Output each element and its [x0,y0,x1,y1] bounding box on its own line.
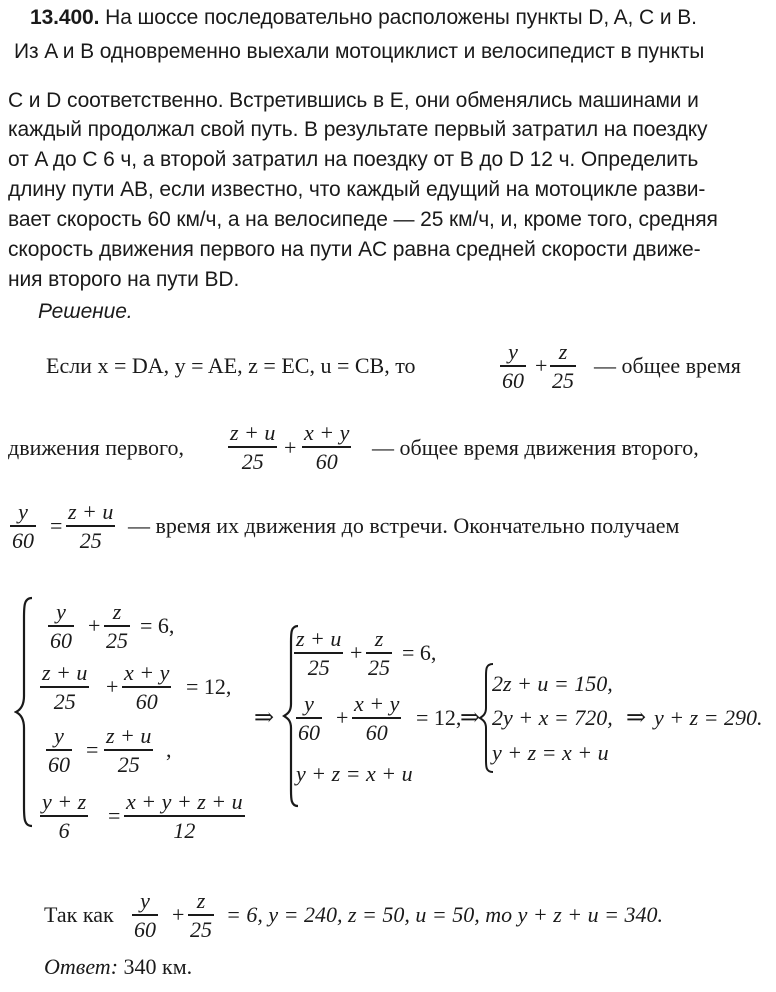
sys3-result: y + z = 290. [654,705,763,730]
answer-line [44,955,192,979]
plus-sign: + [284,435,297,460]
final-frac-y-60 [132,889,158,942]
denominator: 25 [552,368,574,393]
fraction-bar [188,914,214,916]
denominator: 12 [173,818,196,843]
sys1-eq2-frac-xy-60 [122,661,171,714]
problem-text-line: На шоссе последовательно расположены пункты D, A, C и B. [105,6,697,29]
implies-arrow: ⇒ [626,705,647,731]
fraction-bar [296,717,322,719]
fraction-bar [228,446,277,448]
sys2-eq3: y + z = x + u [296,761,413,786]
sys2-eq2-rhs: = 12, [416,705,462,730]
denominator: 60 [12,528,34,553]
denominator: 25 [79,528,102,553]
plus-sign: + [350,640,363,665]
denominator: 60 [48,752,70,777]
problem-line-5: от A до C 6 ч, а второй затратил на поездку от B до D 12 ч. Определить [8,148,699,171]
denominator: 60 [135,689,158,714]
fraction-bar [302,446,351,448]
solution-p3-end: — время их движения до встречи. Окончательно получаем [128,513,680,538]
fraction-bar [366,652,392,654]
numerator: z + u [230,420,276,445]
final-frac-z-25 [188,889,214,942]
numerator: z [558,339,568,364]
fraction-bar [104,625,130,627]
solution-p1-start: Если x = DA, y = AE, z = EC, u = CB, то [46,353,416,378]
denominator: 60 [50,628,72,653]
plus-sign: + [336,705,349,730]
denominator: 25 [106,628,128,653]
numerator: z [196,888,206,913]
numerator: y + z [42,789,87,814]
fraction-bar [352,717,401,719]
implies-arrow: ⇒ [460,705,481,731]
numerator: y [56,599,66,624]
answer-label: Ответ: [44,954,119,979]
denominator: 25 [53,689,76,714]
sys2-eq1-rhs: = 6, [402,640,437,665]
problem-line-1 [30,6,697,30]
fraction-bar [104,749,153,751]
fraction-bar [132,914,158,916]
numerator: z + u [42,660,88,685]
equals-sign: = [108,803,121,828]
sys3-eq1: 2z + u = 150, [492,671,613,696]
numerator: y [304,691,314,716]
problem-line-8: скорость движения первого на пути AC равна средней скорости движе- [8,238,701,261]
numerator: y [508,339,518,364]
problem-line-3: C и D соответственно. Встретившись в E, они обменялись машинами и [8,89,699,112]
fraction-z-over-25 [550,340,576,393]
sys3-eq2: 2y + x = 720, [492,705,613,730]
numerator: y [54,723,64,748]
fraction-bar [550,365,576,367]
equals-sign: = [50,513,63,538]
numerator: x + y [354,691,400,716]
fraction-bar [122,686,171,688]
denominator: 25 [117,752,140,777]
denominator: 60 [134,917,156,942]
numerator: x + y + z + u [126,789,243,814]
sys1-eq3-frac-zu-25 [104,724,153,777]
problem-line-7: вает скорость 60 км/ч, а на велосипеде — 25 км/ч, и, кроме того, средняя [8,208,718,231]
final-start: Так как [44,902,114,927]
solution-p2-start: движения первого, [8,435,184,460]
fraction-zu-over-25 [66,500,115,553]
fraction-xy-over-60 [302,421,351,474]
problem-line-2: Из A и B одновременно выехали мотоциклист и велосипедист в пункты [14,40,705,63]
sys1-eq4-frac-xyzu-12 [124,790,245,843]
numerator: y [140,888,150,913]
fraction-bar [48,625,74,627]
sys1-eq3-frac-y-60 [46,724,72,777]
sys2-eq2-frac-y-60 [296,692,322,745]
sys2-eq1-frac-zu-25 [294,627,343,680]
numerator: x + y [304,420,350,445]
plus-sign: + [106,674,119,699]
denominator: 25 [307,655,330,680]
sys1-eq1-frac-y-60 [48,600,74,653]
fraction-zu-over-25 [228,421,277,474]
sys2-eq1-frac-z-25 [366,627,392,680]
numerator: z + u [296,626,342,651]
denominator: 60 [502,368,524,393]
numerator: z + u [68,499,114,524]
fraction-bar [66,525,115,527]
sys1-eq3-rhs: , [166,737,172,762]
numerator: y [18,499,28,524]
fraction-bar [46,749,72,751]
denominator: 25 [190,917,212,942]
fraction-bar [40,815,88,817]
fraction-bar [10,525,36,527]
sys1-eq1-frac-z-25 [104,600,130,653]
numerator: z [112,599,122,624]
sys1-eq4-frac-yz-6 [40,790,88,843]
final-end: = 6, y = 240, z = 50, u = 50, то y + z + u = 340. [226,902,663,927]
plus-sign: + [172,902,185,927]
numerator: z [374,626,384,651]
denominator: 60 [315,449,338,474]
answer-value: 340 км. [123,954,193,979]
fraction-bar [294,652,343,654]
plus-sign: + [88,613,101,638]
denominator: 6 [58,818,70,843]
equals-sign: = [86,737,99,762]
problem-number: 13.400. [30,6,100,29]
problem-line-4: каждый продолжал свой путь. В результате первый затратил на поездку [8,118,708,141]
problem-line-9: ния второго на пути BD. [8,268,240,291]
fraction-y-over-60 [10,500,36,553]
fraction-bar [500,365,526,367]
numerator: z + u [106,723,152,748]
sys1-eq1-rhs: = 6, [140,613,175,638]
plus-sign: + [535,353,548,378]
denominator: 25 [368,655,390,680]
sys3-eq3: y + z = x + u [492,740,609,765]
sys2-eq2-frac-xy-60 [352,692,401,745]
fraction-y-over-60 [500,340,526,393]
sys1-eq2-frac-zu-25 [40,661,89,714]
fraction-bar [124,815,245,817]
denominator: 60 [365,720,388,745]
denominator: 25 [241,449,264,474]
numerator: x + y [124,660,170,685]
solution-heading: Решение. [38,300,133,323]
fraction-bar [40,686,89,688]
solution-p1-end: — общее время [594,353,741,378]
solution-p2-end: — общее время движения второго, [372,435,699,460]
problem-line-6: длину пути AB, если известно, что каждый едущий на мотоцикле разви- [8,178,706,201]
implies-arrow: ⇒ [254,705,275,731]
left-brace-system-1 [14,596,36,828]
sys1-eq2-rhs: = 12, [186,674,232,699]
denominator: 60 [298,720,320,745]
